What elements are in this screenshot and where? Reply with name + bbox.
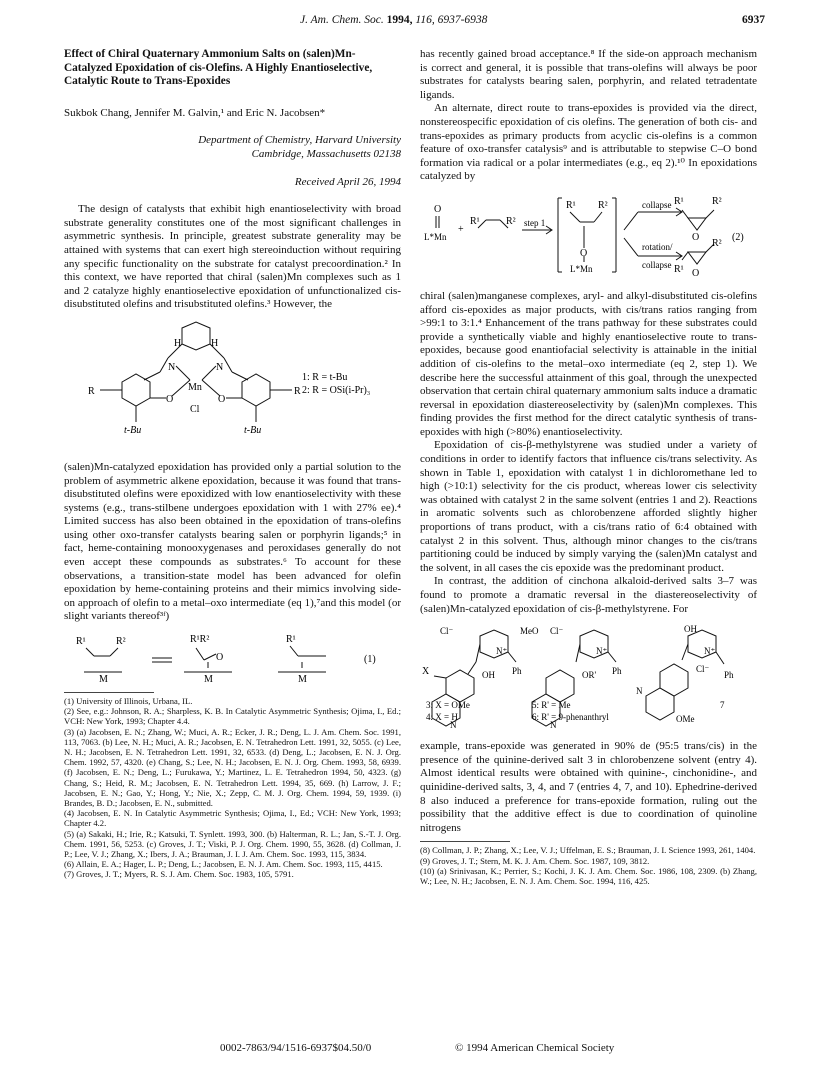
eq2-r1: R¹ bbox=[470, 215, 480, 227]
eq1-r1-c: R¹ bbox=[286, 634, 296, 646]
eq2-trans-r2: R² bbox=[712, 237, 722, 249]
compound-1-label: 1: R = t-Bu bbox=[302, 371, 348, 383]
salt7-chloride: Cl⁻ bbox=[696, 664, 710, 675]
eq1-number: (1) bbox=[364, 654, 376, 666]
right-paragraph-3: chiral (salen)manganese complexes, aryl- and alkyl-disubstituted cis-olefins afford cis-epoxides as major products, with cis/trans ratios ranging from >99:1 to 3:1.⁴ Enhancement of the trans pathway for these substrates could provide a synthetically viable and highly enantioselective route to trans-epoxides, because good enantiofacial selectivity is attainable in the initial addition of cis-olefins to the metal–oxo intermediate (eq 2, step 1). We describe here the successful attainment of this goal, through the unexpected observation that certain chiral quaternary ammonium salts induce a dramatic reversal in epoxidation diastereoselectivity by (salen)Mn complexes. This finding provides the first method for the direct catalytic synthesis of trans-epoxides with high (>80%) enantioselectivity. bbox=[420, 289, 757, 438]
eq2-collapse: collapse bbox=[642, 199, 672, 210]
salt3-chloride: Cl⁻ bbox=[440, 626, 454, 637]
salt-5-label: 5: R' = Me bbox=[532, 700, 571, 711]
eq2-collapse-2: collapse bbox=[642, 259, 672, 270]
page-number: 6937 bbox=[742, 14, 765, 26]
eq2-lmn-2: L*Mn bbox=[570, 263, 593, 274]
salts-3-7-figure bbox=[420, 622, 757, 732]
eq1-o-b: O bbox=[216, 652, 224, 664]
journal-year: 1994, bbox=[386, 14, 413, 26]
salt5-n-plus: N⁺ bbox=[596, 646, 608, 657]
atom-h-right: H bbox=[211, 337, 219, 349]
atom-cl: Cl bbox=[190, 403, 200, 415]
atom-o-right: O bbox=[218, 393, 226, 405]
salt5-meo: MeO bbox=[520, 626, 539, 637]
eq1-m-a: M bbox=[99, 674, 108, 685]
equation-1-drawing bbox=[64, 630, 401, 684]
footnote-1: (1) University of Illinois, Urbana, IL. bbox=[64, 696, 193, 707]
eq2-r1-intermediate: R¹ bbox=[566, 199, 576, 211]
affiliation-line-1: Department of Chemistry, Harvard University bbox=[198, 134, 401, 147]
eq2-trans-o: O bbox=[692, 267, 700, 279]
salt3-ph: Ph bbox=[512, 666, 522, 677]
salt7-quinoline-n: N bbox=[636, 686, 643, 697]
footnote-6: (6) Allain, E. A.; Hager, L. P.; Deng, L.; Jacobsen, E. N. J. Am. Chem. Soc. 1993, 115, 4415. bbox=[64, 859, 383, 870]
eq2-cis-o: O bbox=[692, 231, 700, 243]
salt-3-label: 3: X = OMe bbox=[426, 700, 470, 711]
salt5-chloride: Cl⁻ bbox=[550, 626, 564, 637]
eq2-r2: R² bbox=[506, 215, 516, 227]
atom-mn: Mn bbox=[188, 381, 202, 393]
eq2-lmn-1: L*Mn bbox=[424, 231, 447, 242]
eq2-step-1: step 1 bbox=[524, 217, 546, 228]
right-paragraph-1: has recently gained broad acceptance.⁸ If the side-on approach mechanism is correct and general, it is possible that trans-olefins will always be poor substrates for catalysts bearing salen, porphyrin, and related tetradentate ligands. bbox=[420, 48, 757, 101]
salt3-oh: OH bbox=[482, 670, 495, 681]
group-r-right: R bbox=[294, 385, 301, 397]
salt3-n-plus: N⁺ bbox=[496, 646, 508, 657]
footnote-7: (7) Groves, J. T.; Myers, R. S. J. Am. Chem. Soc. 1983, 105, 5791. bbox=[64, 869, 294, 880]
footnotes-right bbox=[420, 845, 757, 886]
salt3-quinoline-n: N bbox=[450, 720, 457, 731]
copyright-notice: © 1994 American Chemical Society bbox=[455, 1042, 615, 1054]
structure-1-2-figure bbox=[64, 318, 401, 453]
salt5-quinoline-n: N bbox=[550, 720, 557, 731]
right-paragraph-4: Epoxidation of cis-β-methylstyrene was studied under a variety of conditions in order to identify factors that influence cis/trans selectivity. As shown in Table 1, epoxidation with catalyst 1 in dichloromethane led to high (>10:1) selectivity for the cis product, whereas lower cis selectivity was obtained with catalyst 2 in the same solvent (entries 1 and 2). Reactions in aromatic solvents such as chlorobenzene afforded slightly higher proportions of trans product, with a cis/trans ratio of 6:4 obtained with catalyst 2 in this solvent. Thus, although minor changes to the cis/trans partitioning could be induced by simply varying the (salen)Mn catalyst and the solvent, in all cases the cis epoxide was the predominant product. bbox=[420, 439, 757, 574]
eq2-o-intermediate: O bbox=[580, 247, 588, 259]
ammonium-salts-drawing bbox=[420, 622, 757, 732]
eq1-r1-a: R¹ bbox=[76, 636, 86, 648]
eq1-m-c: M bbox=[298, 674, 307, 685]
footnote-8: (8) Collman, J. P.; Zhang, X.; Lee, V. J.; Uffelman, E. S.; Brauman, J. I. Science 1993, 261, 1404. bbox=[420, 845, 756, 856]
eq2-rotation: rotation/ bbox=[642, 241, 673, 252]
salen-structure-drawing bbox=[64, 318, 401, 453]
footnote-4: (4) Jacobsen, E. N. In Catalytic Asymmetric Synthesis; Ojima, I., Ed.; VCH: New York, 1993; Chapter 4.2. bbox=[64, 808, 401, 829]
group-tbu-left: t-Bu bbox=[124, 424, 142, 436]
atom-h-left: H bbox=[174, 337, 182, 349]
eq2-r2-intermediate: R² bbox=[598, 199, 608, 211]
atom-n-left: N bbox=[168, 361, 176, 373]
footnote-3: (3) (a) Jacobsen, E. N.; Zhang, W.; Muci, A. R.; Ecker, J. R.; Deng, L. J. Am. Chem. Soc. 1991, 113, 7063. (b) Lee, N. H.; Muci, A. R.; Jacobsen, E. N. Tetrahedron Lett. 1991, 32, 5055. (c) Lee, N. H.; Jacobsen, E. N. Tetrahedron Lett. 1991, 32, 6533. (d) Deng, L.; Jacobsen, E. N. J. Org. Chem. 1992, 57, 4320. (e) Chang, S.; Lee, N. H.; Jacobsen, E. N. J. Org. Chem. 1993, 58, 6939. (f) Jacobsen, E. N.; Deng, L.; Furukawa, Y.; Martinez, L. E. Tetrahedron 1994, 50, 4323. (g) Chang, S.; Heid, R. M.; Jacobsen, E. N. Tetrahedron Lett. 1994, 35, 669. (h) Larrow, J. F.; Jacobsen, E. N.; Gao, Y.; Hong, Y.; Nie, X.; Zepp, C. M. J. Org. Chem. 1994, 59, 1939. (i) Brandes, B. D.; Jacobsen, E. N., submitted. bbox=[64, 726, 401, 809]
equation-2-figure bbox=[420, 190, 757, 282]
left-paragraph-1: The design of catalysts that exhibit high enantioselectivity with broad substrate generality constitutes one of the most significant challenges in asymmetric synthesis. In principle, greatest substrate generality may be attained with systems that can exert high stereoinduction without requiring any specific functionality on the substrate for catalyst precoordination.² In this context, we have reported that chiral (salen)Mn complexes such as 1 and 2 catalyze highly enantioselective epoxidation of unfunctionalized cis-disubstituted olefins and trisubstituted olefins.³ However, the bbox=[64, 203, 401, 311]
eq2-plus: + bbox=[458, 223, 464, 235]
right-paragraph-5: In contrast, the addition of cinchona alkaloid-derived salts 3–7 was found to promote a dramatic reversal in the diastereoselectivity of (salen)Mn-catalyzed epoxidation of cis-β-methylstyrene. For bbox=[420, 575, 757, 615]
salt5-ph: Ph bbox=[612, 666, 622, 677]
atom-o-left: O bbox=[166, 393, 174, 405]
salt-6-label: 6: R' = 9-phenanthryl bbox=[532, 712, 609, 723]
right-paragraph-6: example, trans-epoxide was generated in 90% de (95:5 trans/cis) in the presence of the quinine-derived salt 3 in chlorobenzene solvent (entry 4). Almost identical results were obtained with quinine-, cinchonidine-, and quinidine-derived salts, 3, 4, and 7 (entries 4, 7, and 10). Ephedrine-derived 8 also induced a preference for trans-epoxide formation, ruling out the possibility that the additive effect is due to coordination of quinoline nitrogens bbox=[420, 740, 757, 834]
footnote-9: (9) Groves, J. T.; Stern, M. K. J. Am. Chem. Soc. 1987, 109, 3812. bbox=[420, 855, 650, 866]
article-title: Effect of Chiral Quaternary Ammonium Salts on (salen)Mn-Catalyzed Epoxidation of cis-Olefins. A Highly Enantioselective, Catalytic Route to Trans-Epoxides bbox=[64, 48, 373, 88]
footnote-10: (10) (a) Srinivasan, K.; Perrier, S.; Kochi, J. K. J. Am. Chem. Soc. 1986, 108, 2309. (b) Zhang, W.; Lee, N. H.; Jacobsen, E. N. J. Am. Chem. Soc. 1994, 116, 425. bbox=[420, 865, 757, 886]
group-r-left: R bbox=[88, 385, 95, 397]
running-header bbox=[0, 14, 820, 36]
footnote-rule-left bbox=[64, 692, 154, 693]
article-authors: Sukbok Chang, Jennifer M. Galvin,¹ and Eric N. Jacobsen* bbox=[64, 106, 326, 119]
volume-pages: 116, 6937-6938 bbox=[415, 14, 488, 26]
equation-2-drawing bbox=[420, 190, 757, 282]
salt7-ph: Ph bbox=[724, 670, 734, 681]
eq2-trans-r1: R¹ bbox=[674, 263, 684, 275]
salt7-n-plus: N⁺ bbox=[704, 646, 716, 657]
eq1-r1r2-b: R¹R² bbox=[190, 634, 210, 646]
compound-2-label: 2: R = OSi(i-Pr)₃ bbox=[302, 384, 371, 396]
eq2-oxo-o: O bbox=[434, 203, 442, 215]
group-tbu-right: t-Bu bbox=[244, 424, 262, 436]
journal-name: J. Am. Chem. Soc. bbox=[300, 14, 384, 26]
footnote-rule-right bbox=[420, 841, 510, 842]
left-column bbox=[64, 48, 401, 880]
equation-1-figure bbox=[64, 630, 401, 684]
article-code: 0002-7863/94/1516-6937$04.50/0 bbox=[220, 1042, 372, 1054]
right-paragraph-2: An alternate, direct route to trans-epoxides is provided via the direct, nonstereospecific epoxidation of cis olefins. The generation of both cis- and trans-epoxides as primary products from acyclic cis-olefins is a common feature of oxo-transfer catalysis⁹ and is attributable to stepwise C–O bond formation via radical or a polar intermediates (e.g., eq 2).¹⁰ In epoxidations catalyzed by bbox=[420, 102, 757, 183]
salt-7-label: 7 bbox=[720, 700, 725, 711]
footnote-5: (5) (a) Sakaki, H.; Irie, R.; Katsuki, T. Synlett. 1993, 300. (b) Halterman, R. L.; Jan, S.-T. J. Org. Chem. 1991, 56, 5253. (c) Groves, J. T.; Viski, P. J. Org. Chem. 1990, 55, 3628. (d) Collman, J. P.; Lee, V. J.; Zhang, X.; Ibers, J. A.; Brauman, J. I. J. Am. Chem. Soc. 1993, 115, 3834. bbox=[64, 828, 401, 860]
atom-n-right: N bbox=[216, 361, 224, 373]
received-date: Received April 26, 1994 bbox=[294, 175, 401, 188]
eq1-m-b: M bbox=[204, 674, 213, 685]
right-column bbox=[420, 48, 757, 886]
footnote-2: (2) See, e.g.: Johnson, R. A.; Sharpless, K. B. In Catalytic Asymmetric Synthesis; Ojima, I., Ed.; VCH: New York, 1993; Chapter 4.4. bbox=[64, 706, 401, 727]
salt7-oh: OH bbox=[684, 624, 697, 635]
salt5-or: OR' bbox=[582, 670, 597, 681]
journal-citation bbox=[300, 14, 487, 26]
eq2-number: (2) bbox=[732, 231, 744, 243]
affiliation-line-2: Cambridge, Massachusetts 02138 bbox=[251, 147, 401, 160]
eq2-cis-r2: R² bbox=[712, 195, 722, 207]
eq1-r2-a: R² bbox=[116, 636, 126, 648]
salt3-x: X bbox=[422, 666, 430, 678]
left-paragraph-2: (salen)Mn-catalyzed epoxidation has provided only a partial solution to the problem of asymmetric alkene epoxidation, because it was found that trans-disubstituted olefins were epoxidized with low enantioselectivity with these systems (e.g., trans-stilbene undergoes epoxidation with 1 with 27% ee).⁴ Limited success has also been obtained in the epoxidation of trans-olefins using other oxo-transfer catalysts bearing salen or porphyrin ligands;⁵ in fact, heme-containing monooxygenases and peroxidases generally do not even accept these compounds as substrates.⁶ To account for these observations, a transition-state model has been advanced for olefin epoxidation by heme-containing proteins and their mimics involving side-on approach of olefin to a metal–oxo intermediate (eq 1),⁷and this model (or slight variants thereof³ᶠ) bbox=[64, 460, 401, 623]
eq2-cis-r1: R¹ bbox=[674, 195, 684, 207]
salt7-ome: OMe bbox=[676, 714, 695, 725]
footnotes-left bbox=[64, 696, 401, 880]
salt-4-label: 4: X = H bbox=[426, 712, 458, 723]
